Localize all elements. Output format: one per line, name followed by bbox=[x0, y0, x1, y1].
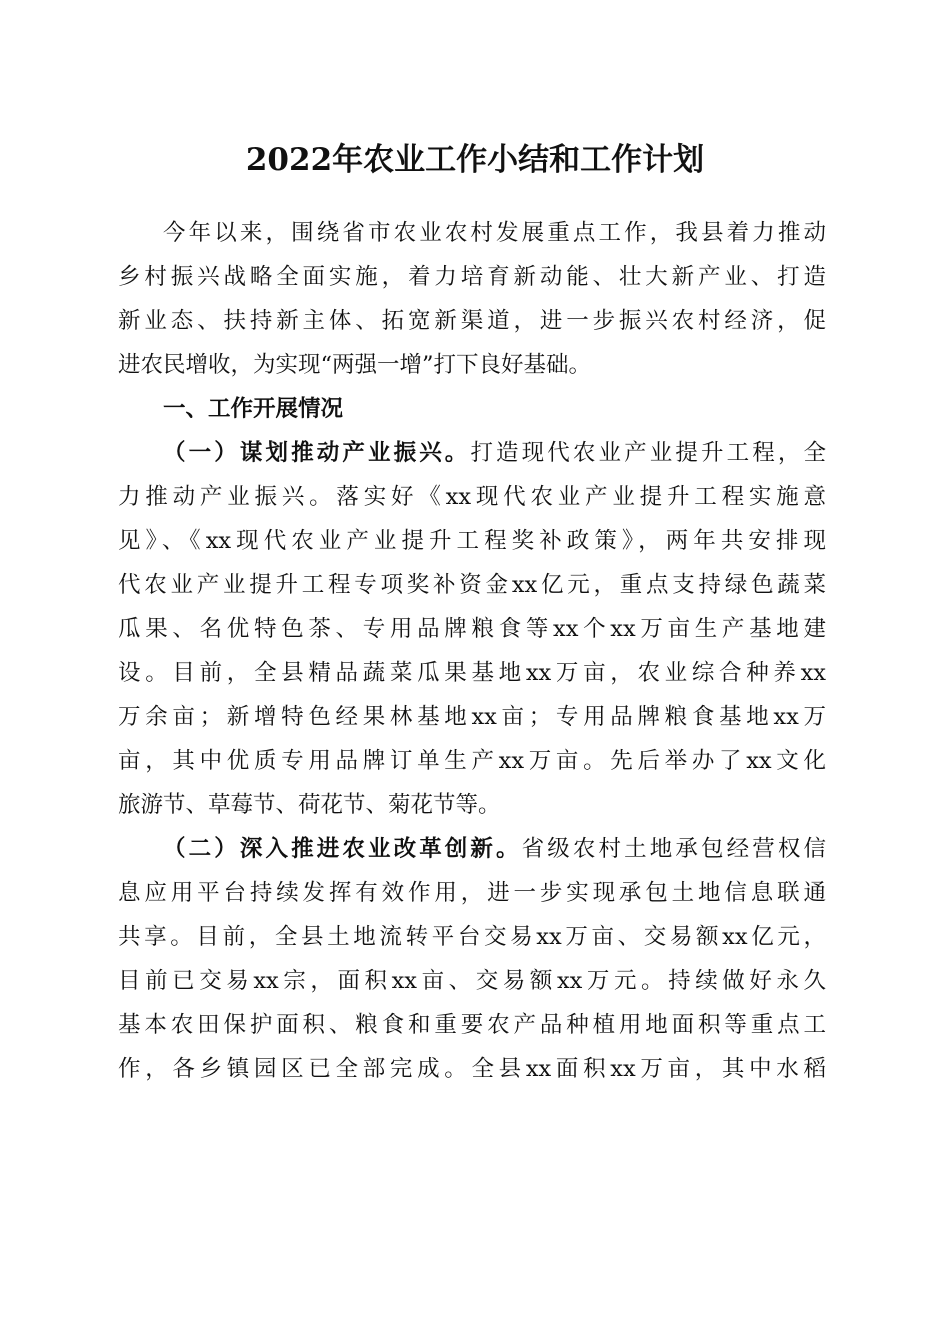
subsection-lead: （二）深入推进农业改革创新。 bbox=[163, 836, 522, 862]
paragraph-line: 设。目前，全县精品蔬菜瓜果基地xx万亩，农业综合种养xx bbox=[118, 660, 826, 686]
paragraph-line: 新业态、扶持新主体、拓宽新渠道，进一步振兴农村经济，促 bbox=[118, 308, 826, 334]
subsection-2-paragraph bbox=[118, 827, 826, 1091]
paragraph-line: 目前已交易xx宗，面积xx亩、交易额xx万元。持续做好永久 bbox=[118, 968, 826, 994]
paragraph-line: 进农民增收，为实现“两强一增”打下良好基础。 bbox=[118, 352, 592, 378]
paragraph-line: 共享。目前，全县土地流转平台交易xx万亩、交易额xx亿元， bbox=[118, 924, 826, 950]
paragraph-line: 旅游节、草莓节、荷花节、菊花节等。 bbox=[118, 792, 501, 818]
paragraph-line bbox=[118, 431, 826, 475]
paragraph-line: 乡村振兴战略全面实施，着力培育新动能、壮大新产业、打造 bbox=[118, 264, 826, 290]
paragraph-line: 基本农田保护面积、粮食和重要农产品种植用地面积等重点工 bbox=[118, 1012, 826, 1038]
paragraph-line bbox=[118, 827, 826, 871]
section-heading: 一、工作开展情况 bbox=[163, 396, 344, 422]
paragraph-text: 省级农村土地承包经营权信 bbox=[521, 836, 826, 862]
paragraph-line: 亩，其中优质专用品牌订单生产xx万亩。先后举办了xx文化 bbox=[118, 748, 826, 774]
paragraph-line: 代农业产业提升工程专项奖补资金xx亿元，重点支持绿色蔬菜 bbox=[118, 572, 826, 598]
paragraph-line: 力推动产业振兴。落实好《xx现代农业产业提升工程实施意 bbox=[118, 484, 826, 510]
document-body bbox=[118, 211, 826, 1091]
paragraph-line: 瓜果、名优特色茶、专用品牌粮食等xx个xx万亩生产基地建 bbox=[118, 616, 826, 642]
paragraph-line: 今年以来，围绕省市农业农村发展重点工作，我县着力推动 bbox=[163, 220, 826, 246]
subsection-1-paragraph bbox=[118, 431, 826, 827]
paragraph-line: 作，各乡镇园区已全部完成。全县xx面积xx万亩，其中水稻 bbox=[118, 1056, 826, 1082]
paragraph-line: 见》、《xx现代农业产业提升工程奖补政策》，两年共安排现 bbox=[118, 528, 826, 554]
subsection-lead: （一）谋划推动产业振兴。 bbox=[163, 440, 471, 466]
intro-paragraph bbox=[118, 211, 826, 387]
paragraph-line: 息应用平台持续发挥有效作用，进一步实现承包土地信息联通 bbox=[118, 880, 826, 906]
document-title: 2022年农业工作小结和工作计划 bbox=[245, 142, 705, 178]
paragraph-line: 万余亩；新增特色经果林基地xx亩；专用品牌粮食基地xx万 bbox=[118, 704, 826, 730]
paragraph-text: 打造现代农业产业提升工程，全 bbox=[470, 440, 826, 466]
